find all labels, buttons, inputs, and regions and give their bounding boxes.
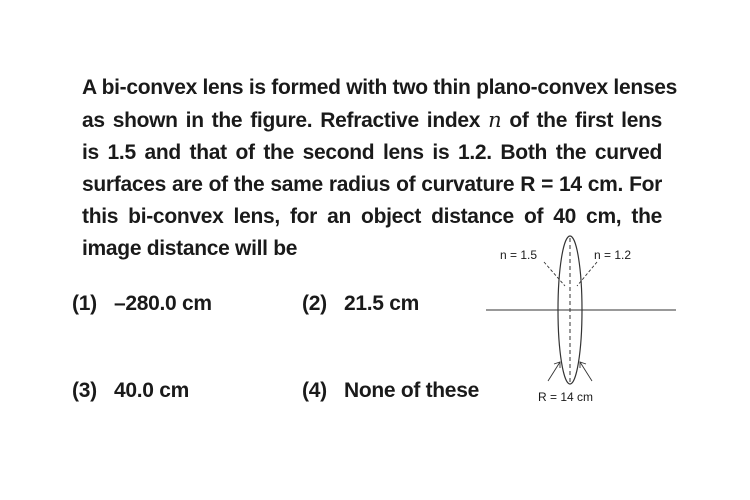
- question-line-4: surfaces are of the same radius of curvature R = 14 cm. For: [82, 173, 662, 196]
- option-1-number: (1): [72, 292, 97, 315]
- second-lens-index-label: n = 1.2: [594, 248, 632, 262]
- option-4-text: None of these: [344, 379, 479, 402]
- question-line-5: this bi-convex lens, for an object distance of 40 cm, the: [82, 205, 662, 228]
- option-1[interactable]: [72, 292, 212, 316]
- option-2[interactable]: [302, 292, 419, 316]
- option-2-text: 21.5 cm: [344, 292, 419, 315]
- radius-label: R = 14 cm: [538, 390, 594, 404]
- right-radius-pointer: [580, 362, 592, 381]
- question-line-6: image distance will be: [82, 237, 298, 260]
- option-4[interactable]: [302, 379, 479, 403]
- question-line-2-start: as shown in the figure. Refractive index: [82, 109, 481, 132]
- question-line-2-end: of the first lens: [509, 109, 662, 132]
- option-3-number: (3): [72, 379, 97, 402]
- refractive-index-variable: n: [488, 108, 502, 132]
- option-3-text: 40.0 cm: [114, 379, 189, 402]
- left-index-pointer: [544, 262, 565, 286]
- lens-figure: [480, 228, 680, 408]
- option-1-text: –280.0 cm: [114, 292, 212, 315]
- option-4-number: (4): [302, 379, 327, 402]
- option-3[interactable]: [72, 379, 189, 403]
- question-line-1: A bi-convex lens is formed with two thin plano-convex lenses: [82, 76, 677, 99]
- option-2-number: (2): [302, 292, 327, 315]
- question-line-2: [82, 104, 662, 137]
- left-radius-pointer: [548, 362, 560, 381]
- question-line-3: is 1.5 and that of the second lens is 1.2. Both the curved: [82, 141, 662, 164]
- first-lens-index-label: n = 1.5: [500, 248, 538, 262]
- lens-diagram: [480, 228, 680, 408]
